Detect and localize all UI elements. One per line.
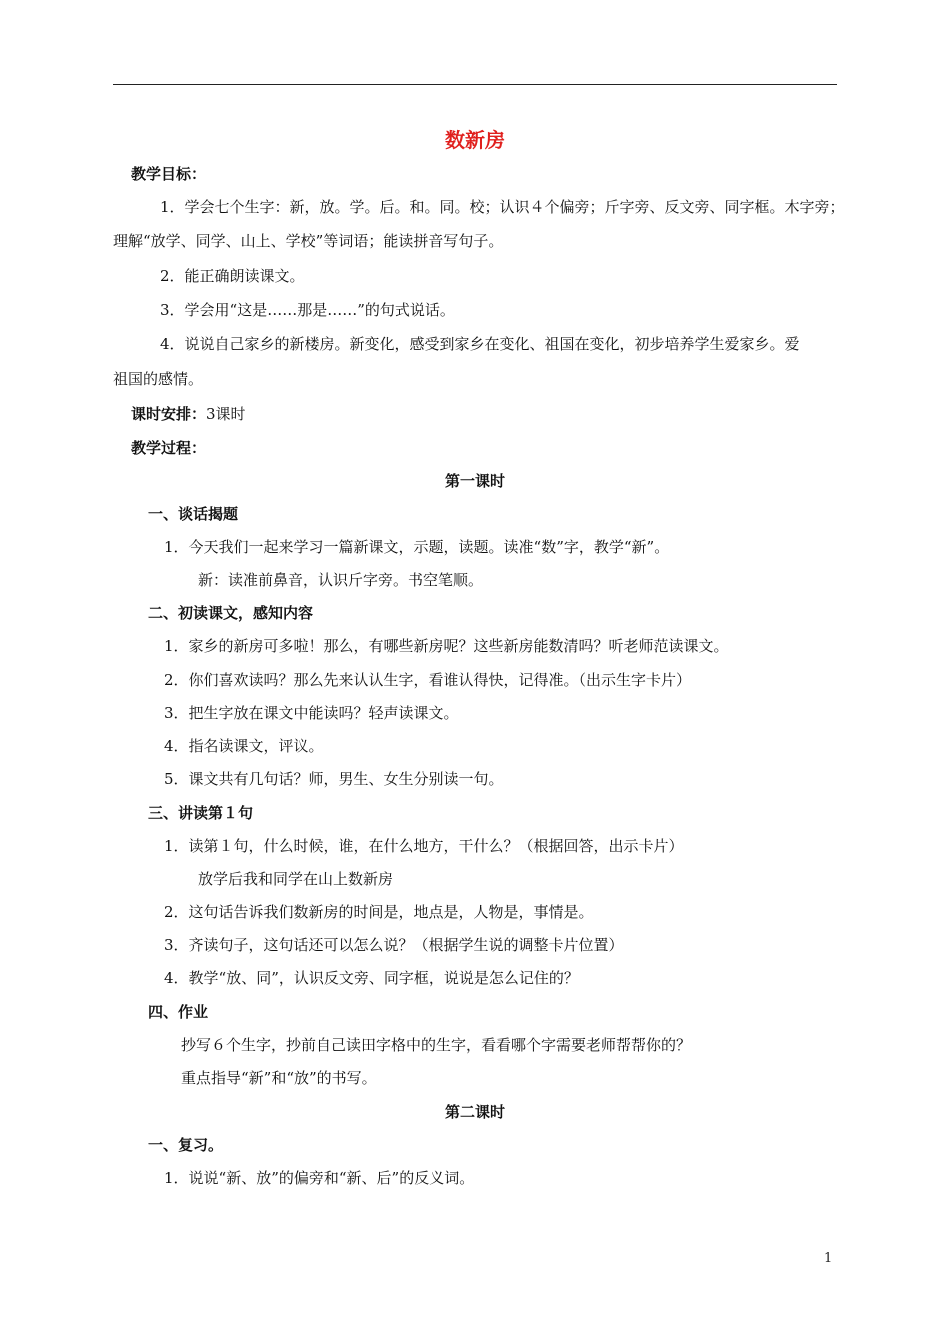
objective-4-line-1: 4．说说自己家乡的新楼房。新变化，感受到家乡在变化、祖国在变化，初步培养学生爱家乡。爱 — [160, 335, 800, 353]
section-1-item-1: 1．今天我们一起来学习一篇新课文，示题，读题。读准“数”字，教学“新”。 — [164, 538, 670, 556]
section-3-item-1: 1．读第１句，什么时候，谁，在什么地方，干什么？（根据回答，出示卡片） — [164, 837, 684, 855]
schedule-line — [131, 404, 246, 424]
objective-4-line-2: 祖国的感情。 — [113, 370, 204, 388]
objective-2: 2．能正确朗读课文。 — [160, 267, 305, 285]
homework-line-2: 重点指导“新”和“放”的书写。 — [181, 1069, 377, 1087]
section-2-heading: 二、初读课文，感知内容 — [148, 604, 314, 622]
objective-3: 3．学会用“这是……那是……”的句式说话。 — [160, 301, 455, 319]
section-3-item-3: 3．齐读句子，这句话还可以怎么说？（根据学生说的调整卡片位置） — [164, 936, 624, 954]
document-title: 数新房 — [445, 128, 505, 152]
header-rule — [113, 84, 837, 85]
section-3-heading: 三、讲读第１句 — [148, 804, 254, 822]
section-1-heading: 一、谈话揭题 — [148, 505, 239, 523]
page-number: 1 — [824, 1251, 833, 1266]
section-3-item-2: 2．这句话告诉我们数新房的时间是，地点是，人物是，事情是。 — [164, 903, 594, 921]
objectives-heading: 教学目标： — [131, 165, 207, 183]
lesson-2-section-1-heading: 一、复习。 — [148, 1136, 224, 1154]
section-4-heading: 四、作业 — [148, 1003, 209, 1021]
section-2-item-1: 1．家乡的新房可多啦！那么，有哪些新房呢？这些新房能数清吗？听老师范读课文。 — [164, 637, 729, 655]
schedule-value: 3课时 — [206, 405, 246, 423]
section-3-item-1-card: 放学后我和同学在山上数新房 — [198, 870, 394, 888]
lesson-2-title: 第二课时 — [444, 1103, 505, 1121]
section-2-item-5: 5．课文共有几句话？师，男生、女生分别读一句。 — [164, 770, 504, 788]
schedule-label: 课时安排： — [131, 405, 207, 423]
section-2-item-4: 4．指名读课文，评议。 — [164, 737, 324, 755]
homework-line-1: 抄写６个生字，抄前自己读田字格中的生字，看看哪个字需要老师帮帮你的？ — [181, 1036, 692, 1054]
process-heading: 教学过程： — [131, 439, 207, 457]
section-2-item-3: 3．把生字放在课文中能读吗？轻声读课文。 — [164, 704, 459, 722]
section-1-item-1-note: 新：读准前鼻音，认识斤字旁。书空笔顺。 — [198, 571, 484, 589]
section-2-item-2: 2．你们喜欢读吗？那么先来认认生字，看谁认得快，记得准。（出示生字卡片） — [164, 671, 692, 689]
objective-1-line-2: 理解“放学、同学、山上、学校”等词语；能读拼音写句子。 — [113, 232, 504, 250]
section-3-item-4: 4．教学“放、同”，认识反文旁、同字框，说说是怎么记住的？ — [164, 969, 579, 987]
lesson-1-title: 第一课时 — [444, 472, 505, 490]
lesson-2-section-1-item-1: 1．说说“新、放”的偏旁和“新、后”的反义词。 — [164, 1169, 475, 1187]
objective-1-line-1: 1．学会七个生字：新，放。学。后。和。同。校；认识４个偏旁；斤字旁、反文旁、同字框。木字旁； — [160, 198, 845, 216]
